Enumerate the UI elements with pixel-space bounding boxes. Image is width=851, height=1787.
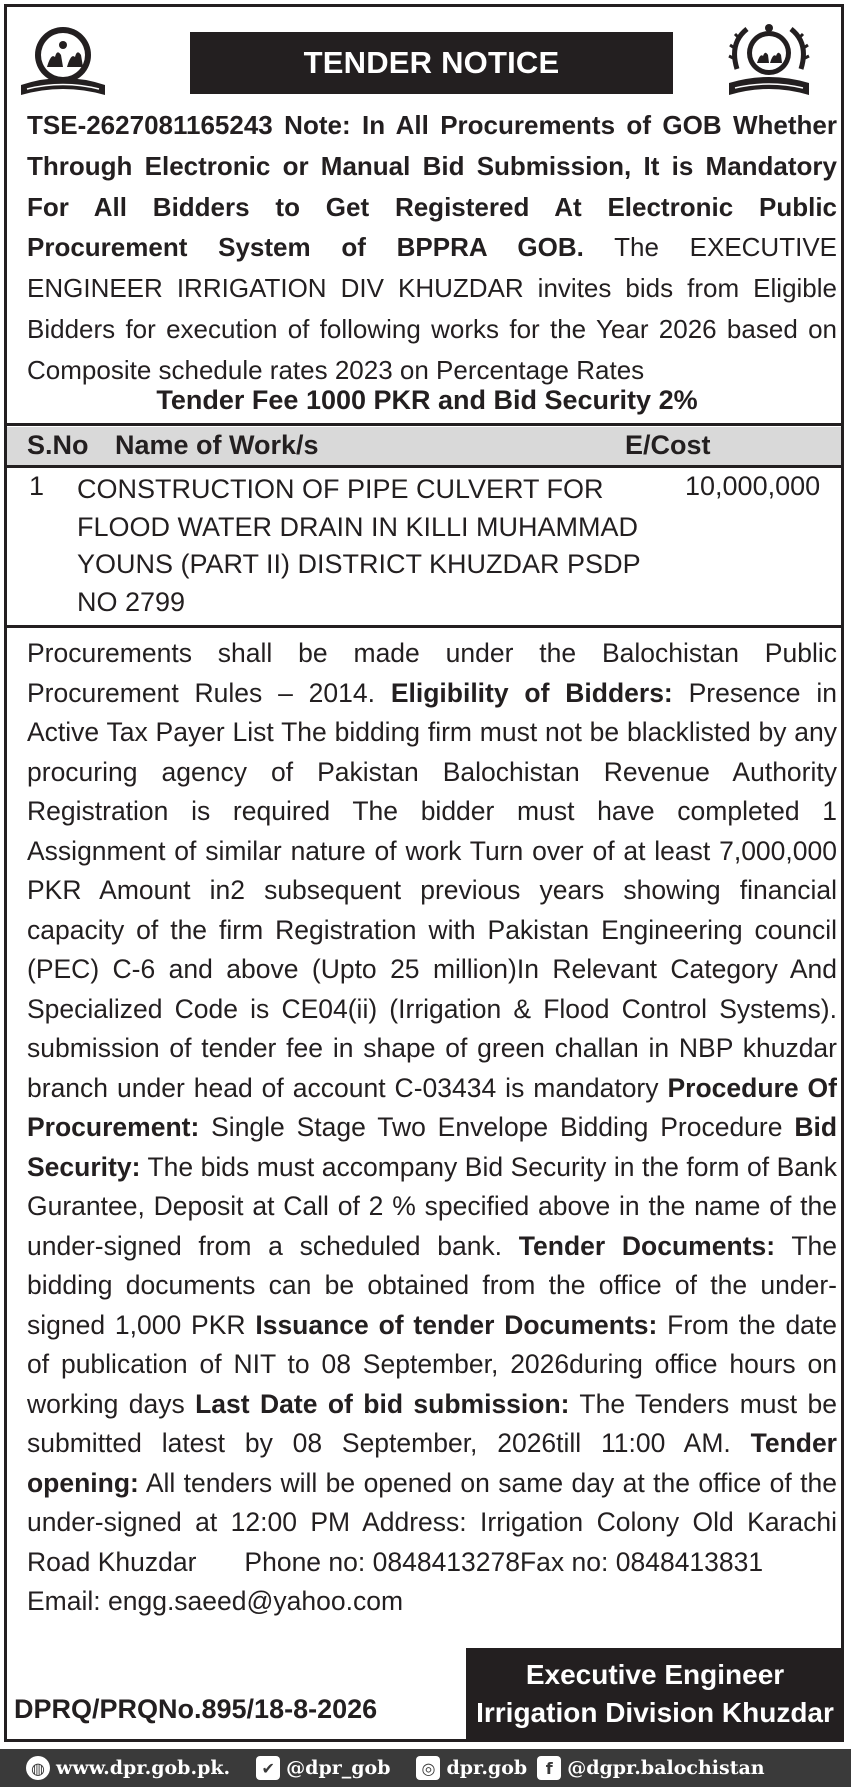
- notice-frame: [4, 4, 844, 1742]
- heading-procedure: Procedure Of Procurement:: [27, 1072, 837, 1142]
- col-name: Name of Work/s: [115, 430, 319, 460]
- col-cost: E/Cost: [625, 430, 711, 460]
- signatory-title: Executive Engineer: [525, 1659, 785, 1690]
- table-row-cost: 10,000,000: [685, 471, 821, 501]
- heading-issuance: Issuance of tender Documents:: [255, 1309, 658, 1340]
- footer-facebook[interactable]: [537, 1756, 764, 1780]
- intro-text: The EXECUTIVE ENGINEER IRRIGATION DIV KHUZDAR invites bids from Eligible Bidders for execution of following works for the Year 2026 based on Composite schedule rates 2023 on Percentage Rates: [27, 232, 838, 385]
- body-text: Presence in Active Tax Payer List The bidding firm must not be blacklisted by any procuring agency of Pakistan Balochistan Revenue Authority Registration is required The bidder must have completed 1 Assignment of similar nature of work Turn over of at least 7,000,000 PKR Amount in2 subsequent previous years showing financial capacity of the firm Registration with Pakistan Engineering council (PEC) C-6 and above (Upto 25 million)In Relevant Category And Specialized Code is CE04(ii) (Irrigation & Flood Control Systems). submission of tender fee in shape of green challan in NBP khuzdar branch under head of account C-03434 is mandatory: [27, 677, 837, 1103]
- signatory-division: Irrigation Division Khuzdar: [476, 1697, 834, 1728]
- fax-number: Fax no: 0848413831: [520, 1546, 764, 1577]
- footer-twitter[interactable]: [256, 1756, 390, 1780]
- email-address: Email: engg.saeed@yahoo.com: [27, 1586, 404, 1616]
- heading-last-date: Last Date of bid submission:: [195, 1388, 570, 1419]
- table-row-name: CONSTRUCTION OF PIPE CULVERT FOR FLOOD WATER DRAIN IN KILLI MUHAMMAD YOUNS (PART II) DISTRICT KHUZDAR PSDP NO 2799: [77, 474, 641, 618]
- instagram-icon: ◎: [416, 1756, 440, 1780]
- table-row-sno: 1: [29, 471, 45, 501]
- body-text: From the date of publication of NIT to 08 September, 2026during office hours on working days: [27, 1309, 838, 1419]
- body-text: Procurements shall be made under the Balochistan Public Procurement Rules – 2014.: [27, 638, 837, 708]
- heading-eligibility: Eligibility of Bidders:: [390, 677, 673, 708]
- col-sno: S.No: [27, 430, 89, 460]
- footer-instagram[interactable]: [416, 1756, 527, 1780]
- body-text: All tenders will be opened on same day at the office of the under-signed at 12:00 PM Address: Irrigation Colony Old Karachi Road Khuzdar: [27, 1467, 837, 1577]
- balochistan-emblem-icon: [17, 19, 109, 105]
- instagram-handle[interactable]: dpr.gob: [446, 1757, 528, 1779]
- body-text: The bidding documents can be obtained from the office of the under-signed 1,000 PKR: [27, 1230, 837, 1340]
- globe-icon: ◍: [26, 1756, 50, 1780]
- facebook-icon: f: [537, 1756, 561, 1780]
- divider: [7, 465, 841, 468]
- balochistan-emblem-icon: [723, 19, 815, 105]
- divider: [7, 625, 841, 628]
- twitter-icon: ✔: [256, 1756, 280, 1780]
- body-paragraph: [27, 634, 837, 1622]
- website-link[interactable]: www.dpr.gob.pk.: [56, 1757, 231, 1779]
- phone-number: Phone no: 0848413278: [244, 1546, 520, 1577]
- tender-fee-line: Tender Fee 1000 PKR and Bid Security 2%: [156, 385, 698, 415]
- body-text: The Tenders must be submitted latest by 08 September, 2026till 11:00 AM.: [27, 1388, 838, 1458]
- signature-block: [466, 1648, 844, 1742]
- twitter-handle[interactable]: @dpr_gob: [286, 1757, 391, 1779]
- table-header: [7, 427, 841, 465]
- tender-ref: TSE-2627081165243: [27, 110, 273, 140]
- divider: [7, 423, 841, 426]
- body-text: The bids must accompany Bid Security in the form of Bank Gurantee, Deposit at Call of 2 % specified above in the name of the under-signed from a scheduled bank.: [27, 1151, 837, 1261]
- heading-bid-security: Bid Security:: [27, 1112, 837, 1182]
- footer-website[interactable]: [26, 1756, 230, 1780]
- title-banner: [190, 32, 673, 94]
- intro-paragraph: [27, 105, 837, 391]
- body-text: Single Stage Two Envelope Bidding Procedure: [199, 1112, 795, 1142]
- intro-note: Note: In All Procurements of GOB Whether Through Electronic or Manual Bid Submission, It is Mandatory For All Bidders to Get Registered At Electronic Public Procurement System of BPPRA GOB.: [27, 110, 837, 263]
- heading-tender-documents: Tender Documents:: [518, 1230, 776, 1261]
- heading-tender-opening: Tender opening:: [27, 1428, 837, 1498]
- dpr-reference: DPRQ/PRQNo.895/18-8-2026: [14, 1694, 378, 1724]
- facebook-handle[interactable]: @dgpr.balochistan: [567, 1757, 765, 1779]
- footer-bar: [0, 1749, 851, 1787]
- notice-title: TENDER NOTICE: [303, 45, 560, 80]
